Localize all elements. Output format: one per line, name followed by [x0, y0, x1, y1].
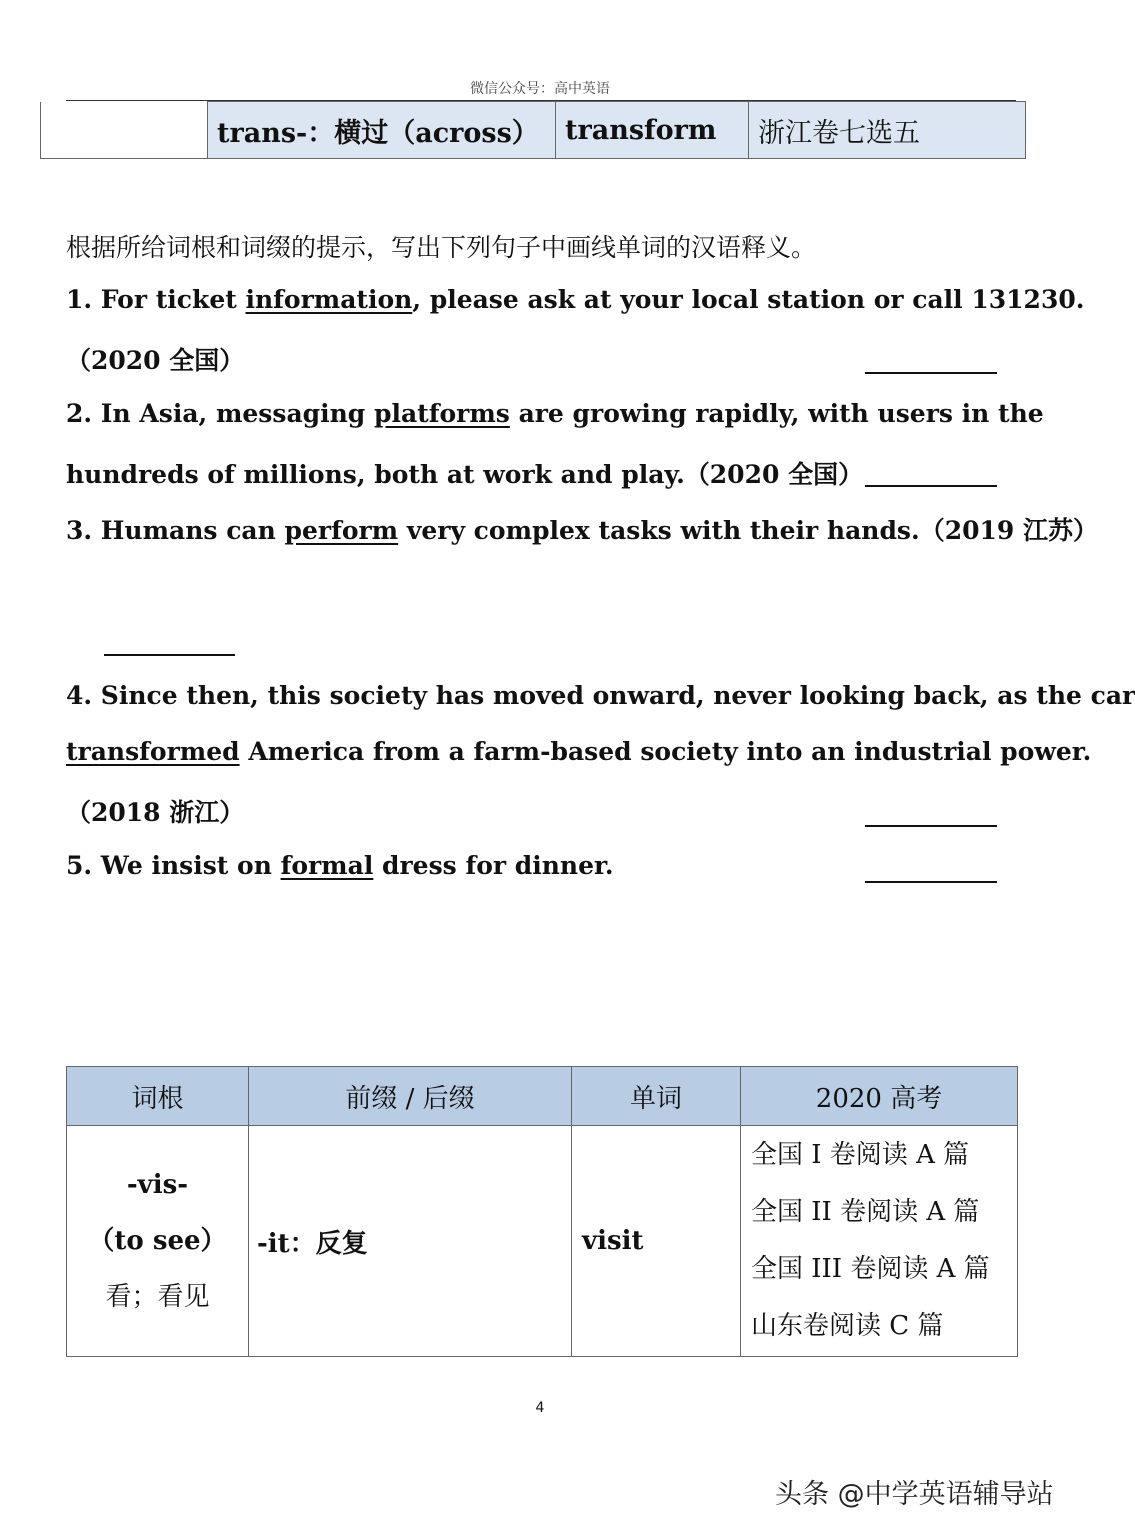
root-affix-table [66, 1066, 1018, 1357]
header-root: 词根 [67, 1067, 249, 1126]
underlined-word: transformed [66, 737, 240, 766]
page-number: 4 [535, 1400, 545, 1416]
question-1: 1. For ticket information, please ask at your local station or call 131230. [66, 285, 1085, 314]
answer-blank-5[interactable] [865, 881, 997, 883]
header-affix: 前缀 / 后缀 [249, 1067, 572, 1126]
question-5: 5. We insist on formal dress for dinner. [66, 851, 614, 880]
question-3: 3. Humans can perform very complex tasks with their hands.（2019 江苏） [66, 516, 1098, 545]
answer-blank-3[interactable] [104, 654, 235, 656]
cell-exam: 全国 I 卷阅读 A 篇 全国 II 卷阅读 A 篇 全国 III 卷阅读 A 篇 山东卷阅读 C 篇 [741, 1126, 1018, 1357]
top-table-cell-source: 浙江卷七选五 [749, 102, 1026, 159]
header-exam: 2020 高考 [741, 1067, 1018, 1126]
answer-blank-4[interactable] [865, 825, 997, 827]
cell-word: visit [572, 1126, 741, 1357]
answer-blank-2[interactable] [865, 485, 997, 487]
underlined-word: information [245, 285, 413, 314]
question-2-line2: hundreds of millions, both at work and play.（2020 全国） [66, 460, 864, 489]
question-1-source: （2020 全国） [66, 346, 245, 375]
top-table-cell-affix: trans-：横过（across） [208, 102, 556, 159]
question-4-source: （2018 浙江） [66, 798, 245, 827]
top-table-cell-empty [41, 102, 208, 159]
question-4-line1: 4. Since then, this society has moved onward, never looking back, as the car [66, 681, 1135, 710]
question-4-line2: transformed America from a farm-based society into an industrial power. [66, 737, 1092, 766]
watermark: 头条 @中学英语辅导站 [775, 1479, 1054, 1510]
underlined-word: formal [280, 851, 374, 880]
question-2: 2. In Asia, messaging platforms are growing rapidly, with users in the [66, 399, 1044, 428]
header-word: 单词 [572, 1067, 741, 1126]
instruction-text: 根据所给词根和词缀的提示，写出下列句子中画线单词的汉语释义。 [66, 233, 817, 262]
cell-root: -vis- （to see） 看；看见 [67, 1126, 249, 1357]
underlined-word: perform [284, 516, 399, 545]
underlined-word: platforms [374, 399, 510, 428]
top-table [40, 101, 1026, 159]
cell-affix: -it：反复 [249, 1126, 572, 1357]
page-header: 微信公众号：高中英语 [470, 81, 610, 97]
answer-blank-1[interactable] [865, 372, 997, 374]
top-table-cell-word: transform [556, 102, 749, 159]
